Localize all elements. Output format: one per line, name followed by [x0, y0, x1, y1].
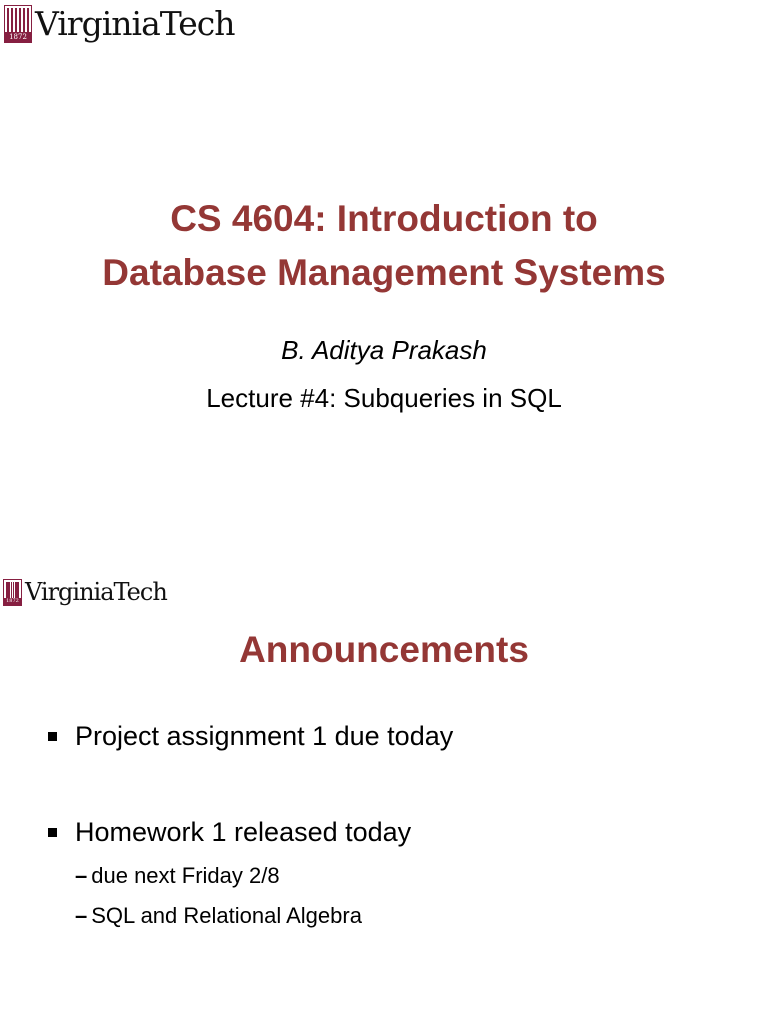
course-title: [0, 192, 768, 300]
vt-seal-icon: 1872: [4, 5, 32, 43]
dash-icon: –: [75, 863, 88, 888]
sub-item-text: due next Friday 2/8: [91, 863, 280, 888]
author-name: B. Aditya Prakash: [281, 335, 487, 365]
list-item: [48, 814, 748, 936]
sub-item-text: SQL and Relational Algebra: [91, 903, 362, 928]
sub-list-item: [75, 856, 748, 896]
bullet-text: Project assignment 1 due today: [75, 721, 454, 751]
vt-seal-icon: 1872: [3, 579, 22, 606]
course-title-line-1: CS 4604: Introduction to: [170, 198, 598, 239]
bullet-text: Homework 1 released today: [75, 817, 412, 847]
announcement-list: [48, 718, 748, 936]
sub-list-item: [75, 896, 748, 936]
logo-wordmark: VirginiaTech: [35, 4, 235, 43]
logo-wordmark: VirginiaTech: [25, 578, 167, 606]
virginia-tech-logo: [4, 4, 234, 43]
virginia-tech-logo: [3, 578, 167, 606]
course-title-line-2: Database Management Systems: [102, 252, 666, 293]
list-item: [48, 718, 748, 754]
dash-icon: –: [75, 903, 88, 928]
lecture-subtitle: Lecture #4: Subqueries in SQL: [206, 383, 562, 413]
bullet-square-icon: [48, 828, 57, 837]
slide-announcements: [0, 560, 768, 1024]
slide-heading: Announcements: [239, 629, 529, 670]
bullet-square-icon: [48, 732, 57, 741]
sub-list: [75, 856, 748, 936]
